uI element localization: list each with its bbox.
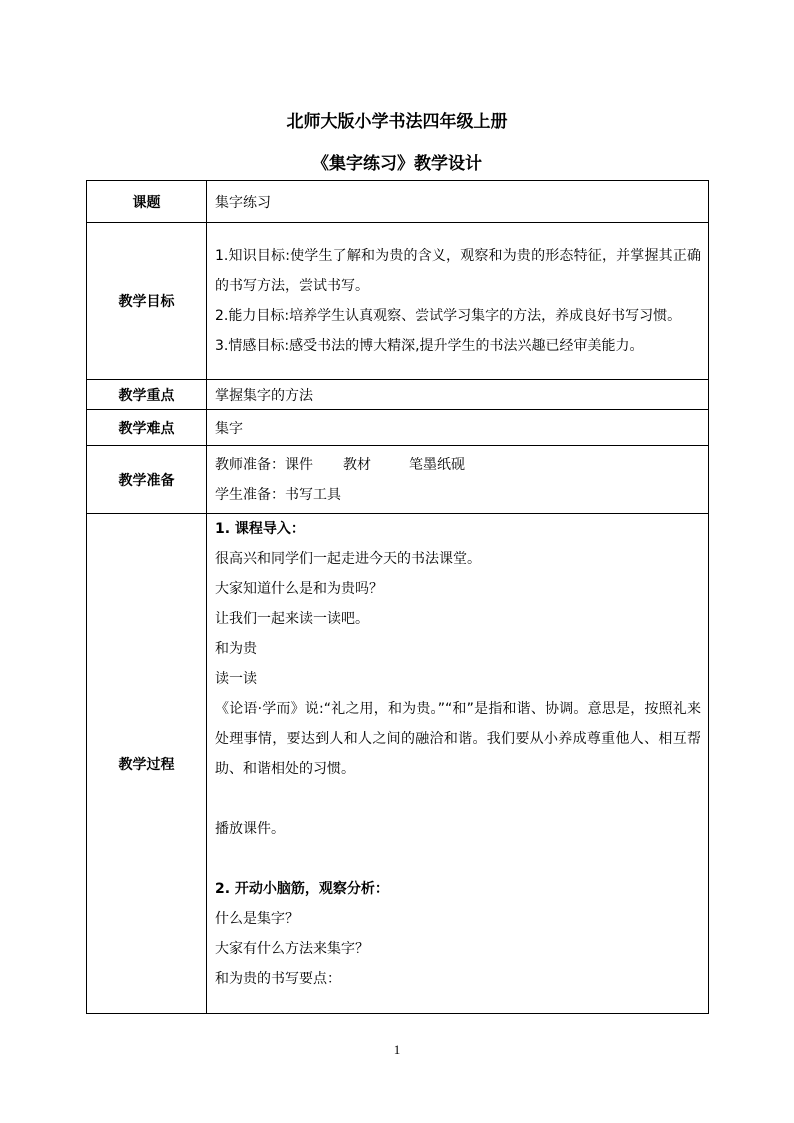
process-line: 读一读 xyxy=(215,671,257,687)
value-difficulty: 集字 xyxy=(207,410,709,446)
section-heading: 2. 开动小脑筋，观察分析： xyxy=(215,881,389,897)
quote-paragraph: 《论语·学而》说:“礼之用，和为贵。”“和”是指和谐、协调。意思是，按照礼来处理事情，要达到人和人之间的融洽和谐。我们要从小养成尊重他人、相互帮助、和谐相处的习惯。 xyxy=(215,701,701,777)
preparation-cell xyxy=(207,446,709,514)
label-topic: 课题 xyxy=(87,181,207,223)
label-preparation: 教学准备 xyxy=(87,446,207,514)
teacher-preparation xyxy=(215,450,701,480)
row-difficulty xyxy=(87,410,709,446)
goal-item: 2.能力目标:培养学生认真观察、尝试学习集字的方法，养成良好书写习惯。 xyxy=(215,308,682,324)
row-topic xyxy=(87,181,709,223)
page-number: 1 xyxy=(393,1042,401,1057)
teacher-preparation-item: 笔墨纸砚 xyxy=(409,456,465,473)
row-goals xyxy=(87,223,709,380)
section-heading: 1. 课程导入： xyxy=(215,521,305,537)
process-line: 和为贵 xyxy=(215,641,257,657)
row-process xyxy=(87,514,709,1014)
teacher-preparation-item: 教材 xyxy=(343,456,371,473)
value-topic: 集字练习 xyxy=(207,181,709,223)
label-process: 教学过程 xyxy=(87,514,207,1014)
goal-item: 1.知识目标:使学生了解和为贵的含义，观察和为贵的形态特征，并掌握其正确的书写方法，尝试书写。 xyxy=(215,248,701,294)
row-key-point xyxy=(87,380,709,410)
student-preparation: 学生准备：书写工具 xyxy=(215,486,341,503)
goal-item: 3.情感目标:感受书法的博大精深,提升学生的书法兴趣已经审美能力。 xyxy=(215,338,644,354)
process-line: 大家有什么方法来集字？ xyxy=(215,941,369,957)
process-line: 大家知道什么是和为贵吗？ xyxy=(215,581,383,597)
lesson-plan-table xyxy=(86,180,709,1014)
goals-cell xyxy=(207,223,709,380)
label-goals: 教学目标 xyxy=(87,223,207,380)
label-key-point: 教学重点 xyxy=(87,380,207,410)
process-cell xyxy=(207,514,709,1014)
process-line: 和为贵的书写要点： xyxy=(215,971,341,987)
label-difficulty: 教学难点 xyxy=(87,410,207,446)
row-preparation xyxy=(87,446,709,514)
teacher-preparation-prefix: 教师准备：课件 xyxy=(215,456,313,473)
value-key-point: 掌握集字的方法 xyxy=(207,380,709,410)
document-title: 北师大版小学书法四年级上册 xyxy=(286,112,508,132)
process-line: 很高兴和同学们一起走进今天的书法课堂。 xyxy=(215,551,481,567)
document-subtitle: 《集字练习》教学设计 xyxy=(312,154,482,174)
process-line: 什么是集字？ xyxy=(215,911,299,927)
process-line: 播放课件。 xyxy=(215,821,285,837)
process-line: 让我们一起来读一读吧。 xyxy=(215,611,369,627)
